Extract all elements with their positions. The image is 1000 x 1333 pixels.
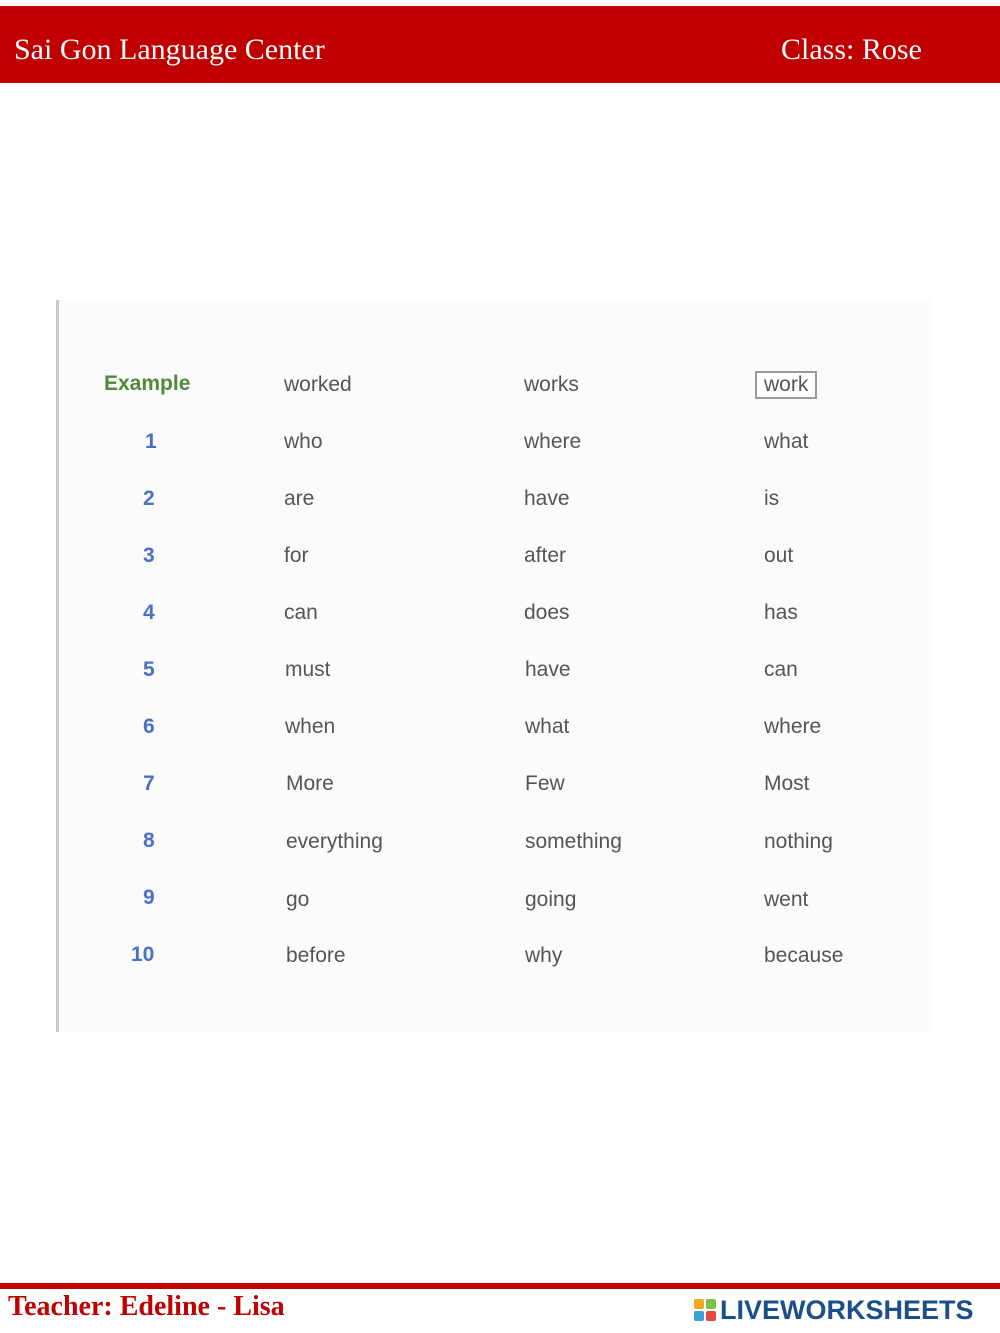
option-3b[interactable]: after [524,544,567,567]
option-6c[interactable]: where [764,715,822,738]
row-label-4: 4 [143,601,155,624]
option-9c[interactable]: went [764,888,809,911]
option-8c[interactable]: nothing [764,830,833,853]
row-label-8: 8 [143,829,155,852]
brand-text: LIVEWORKSHEETS [720,1294,974,1325]
option-9a[interactable]: go [286,888,310,911]
row-label-example: Example [104,372,191,395]
option-work-selected[interactable]: work [755,371,817,399]
option-6a[interactable]: when [285,715,336,738]
option-1b[interactable]: where [524,430,582,453]
option-5b[interactable]: have [525,658,571,681]
teacher-name: Teacher: Edeline - Lisa [8,1291,285,1322]
row-label-1: 1 [145,430,157,453]
option-8b[interactable]: something [525,830,622,853]
option-9b[interactable]: going [525,888,577,911]
option-8a[interactable]: everything [286,830,383,853]
row-label-10: 10 [131,943,155,966]
liveworksheets-logo-icon [694,1299,716,1321]
option-10b[interactable]: why [525,944,563,967]
option-1c[interactable]: what [764,430,809,453]
option-1a[interactable]: who [284,430,323,453]
option-2b[interactable]: have [524,487,570,510]
row-label-6: 6 [143,715,155,738]
class-label: Class: Rose [781,33,922,66]
row-label-2: 2 [143,487,155,510]
option-3a[interactable]: for [284,544,309,567]
row-label-3: 3 [143,544,155,567]
center-name: Sai Gon Language Center [14,33,325,66]
option-4b[interactable]: does [524,601,570,624]
option-2a[interactable]: are [284,487,315,510]
option-10c[interactable]: because [764,944,844,967]
liveworksheets-brand[interactable] [694,1294,974,1326]
word-choice-exercise [56,300,931,1032]
option-5c[interactable]: can [764,658,798,681]
option-4c[interactable]: has [764,601,798,624]
option-works[interactable]: works [524,373,579,396]
option-10a[interactable]: before [286,944,346,967]
row-label-9: 9 [143,886,155,909]
row-label-7: 7 [143,772,155,795]
option-7b[interactable]: Few [525,772,565,795]
footer-divider [0,1283,1000,1289]
option-7a[interactable]: More [286,772,334,795]
row-label-5: 5 [143,658,155,681]
option-3c[interactable]: out [764,544,794,567]
option-7c[interactable]: Most [764,772,810,795]
option-5a[interactable]: must [285,658,331,681]
option-6b[interactable]: what [525,715,570,738]
option-worked[interactable]: worked [284,373,352,396]
option-4a[interactable]: can [284,601,318,624]
option-2c[interactable]: is [764,487,780,510]
